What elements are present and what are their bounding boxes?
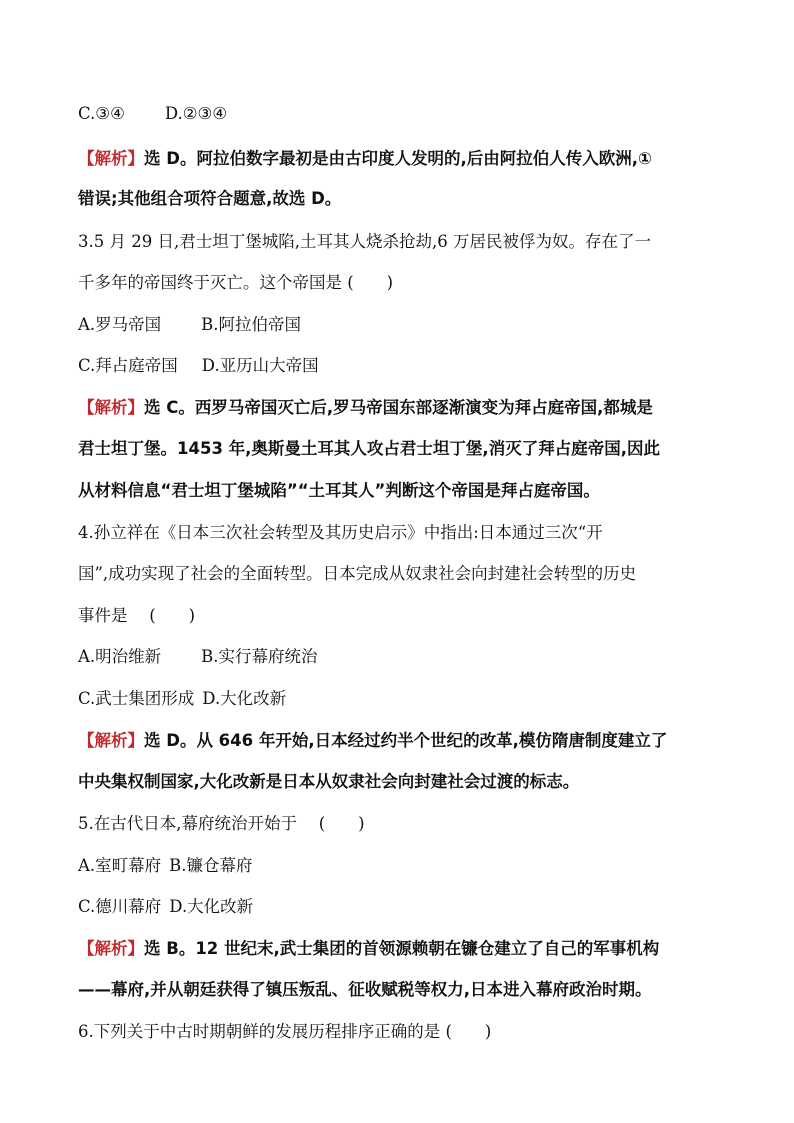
q5-option-a: A.室町幕府 bbox=[78, 856, 162, 875]
q2-option-c: C.③④ bbox=[78, 104, 125, 123]
q3-option-b: B.阿拉伯帝国 bbox=[201, 315, 302, 334]
q3-option-c: C.拜占庭帝国 bbox=[78, 356, 178, 375]
q3-option-a: A.罗马帝国 bbox=[78, 315, 162, 334]
q3-stem-line1: 3.5 月 29 日,君士坦丁堡城陷,土耳其人烧杀抢劫,6 万居民被俘为奴。存在了一 bbox=[78, 232, 651, 251]
q5-option-c: C.德川幕府 bbox=[78, 897, 162, 916]
q4-option-a: A.明治维新 bbox=[78, 647, 162, 666]
q5-option-d: D.大化改新 bbox=[169, 897, 254, 916]
q3-stem-line2: 千多年的帝国终于灭亡。这个帝国是 ( ) bbox=[78, 273, 394, 292]
q4-stem-line2: 国”,成功实现了社会的全面转型。日本完成从奴隶社会向封建社会转型的历史 bbox=[78, 564, 637, 583]
q5-option-b: B.镰仓幕府 bbox=[169, 856, 253, 875]
q3-analysis-line3: 从材料信息“君士坦丁堡城陷”“土耳其人”判断这个帝国是拜占庭帝国。 bbox=[78, 481, 600, 500]
analysis-tag: 【解析】 bbox=[78, 939, 144, 958]
q4-analysis-line2: 中央集权制国家,大化改新是日本从奴隶社会向封建社会过渡的标志。 bbox=[78, 772, 580, 791]
q4-options-cd bbox=[78, 688, 718, 710]
q4-stem-line1: 4.孙立祥在《日本三次社会转型及其历史启示》中指出:日本通过三次“开 bbox=[78, 523, 603, 542]
q2-options-cd bbox=[78, 103, 718, 125]
q4-stem-line3: 事件是 ( ) bbox=[78, 606, 196, 625]
q2-analysis-line1: 【解析】选 D。阿拉伯数字最初是由古印度人发明的,后由阿拉伯人传入欧洲,① bbox=[78, 149, 652, 168]
q4-option-b: B.实行幕府统治 bbox=[201, 647, 318, 666]
q4-analysis-line1: 【解析】选 D。从 646 年开始,日本经过约半个世纪的改革,模仿隋唐制度建立了 bbox=[78, 731, 668, 750]
q3-analysis-line1: 【解析】选 C。西罗马帝国灭亡后,罗马帝国东部逐渐演变为拜占庭帝国,都城是 bbox=[78, 398, 653, 417]
q4-option-d: D.大化改新 bbox=[202, 689, 287, 708]
q5-analysis-line2: ——幕府,并从朝廷获得了镇压叛乱、征收赋税等权力,日本进入幕府政治时期。 bbox=[78, 980, 652, 999]
q5-analysis-line1: 【解析】选 B。12 世纪末,武士集团的首领源赖朝在镰仓建立了自己的军事机构 bbox=[78, 939, 660, 958]
analysis-tag: 【解析】 bbox=[78, 398, 144, 417]
q4-option-c: C.武士集团形成 bbox=[78, 689, 195, 708]
analysis-tag: 【解析】 bbox=[78, 149, 144, 168]
q6-stem-line1: 6.下列关于中古时期朝鲜的发展历程排序正确的是 ( ) bbox=[78, 1022, 492, 1041]
analysis-tag: 【解析】 bbox=[78, 731, 144, 750]
q3-options-ab bbox=[78, 314, 718, 336]
q3-option-d: D.亚历山大帝国 bbox=[201, 356, 319, 375]
q3-options-cd bbox=[78, 355, 718, 377]
q5-options-cd bbox=[78, 896, 718, 918]
q5-options-ab bbox=[78, 855, 718, 877]
q2-analysis-line2: 错误;其他组合项符合题意,故选 D。 bbox=[78, 189, 342, 208]
q4-options-ab bbox=[78, 646, 718, 668]
q2-option-d: D.②③④ bbox=[164, 104, 228, 123]
q3-analysis-line2: 君士坦丁堡。1453 年,奥斯曼土耳其人攻占君士坦丁堡,消灭了拜占庭帝国,因此 bbox=[78, 439, 660, 458]
q5-stem-line1: 5.在古代日本,幕府统治开始于 ( ) bbox=[78, 814, 365, 833]
